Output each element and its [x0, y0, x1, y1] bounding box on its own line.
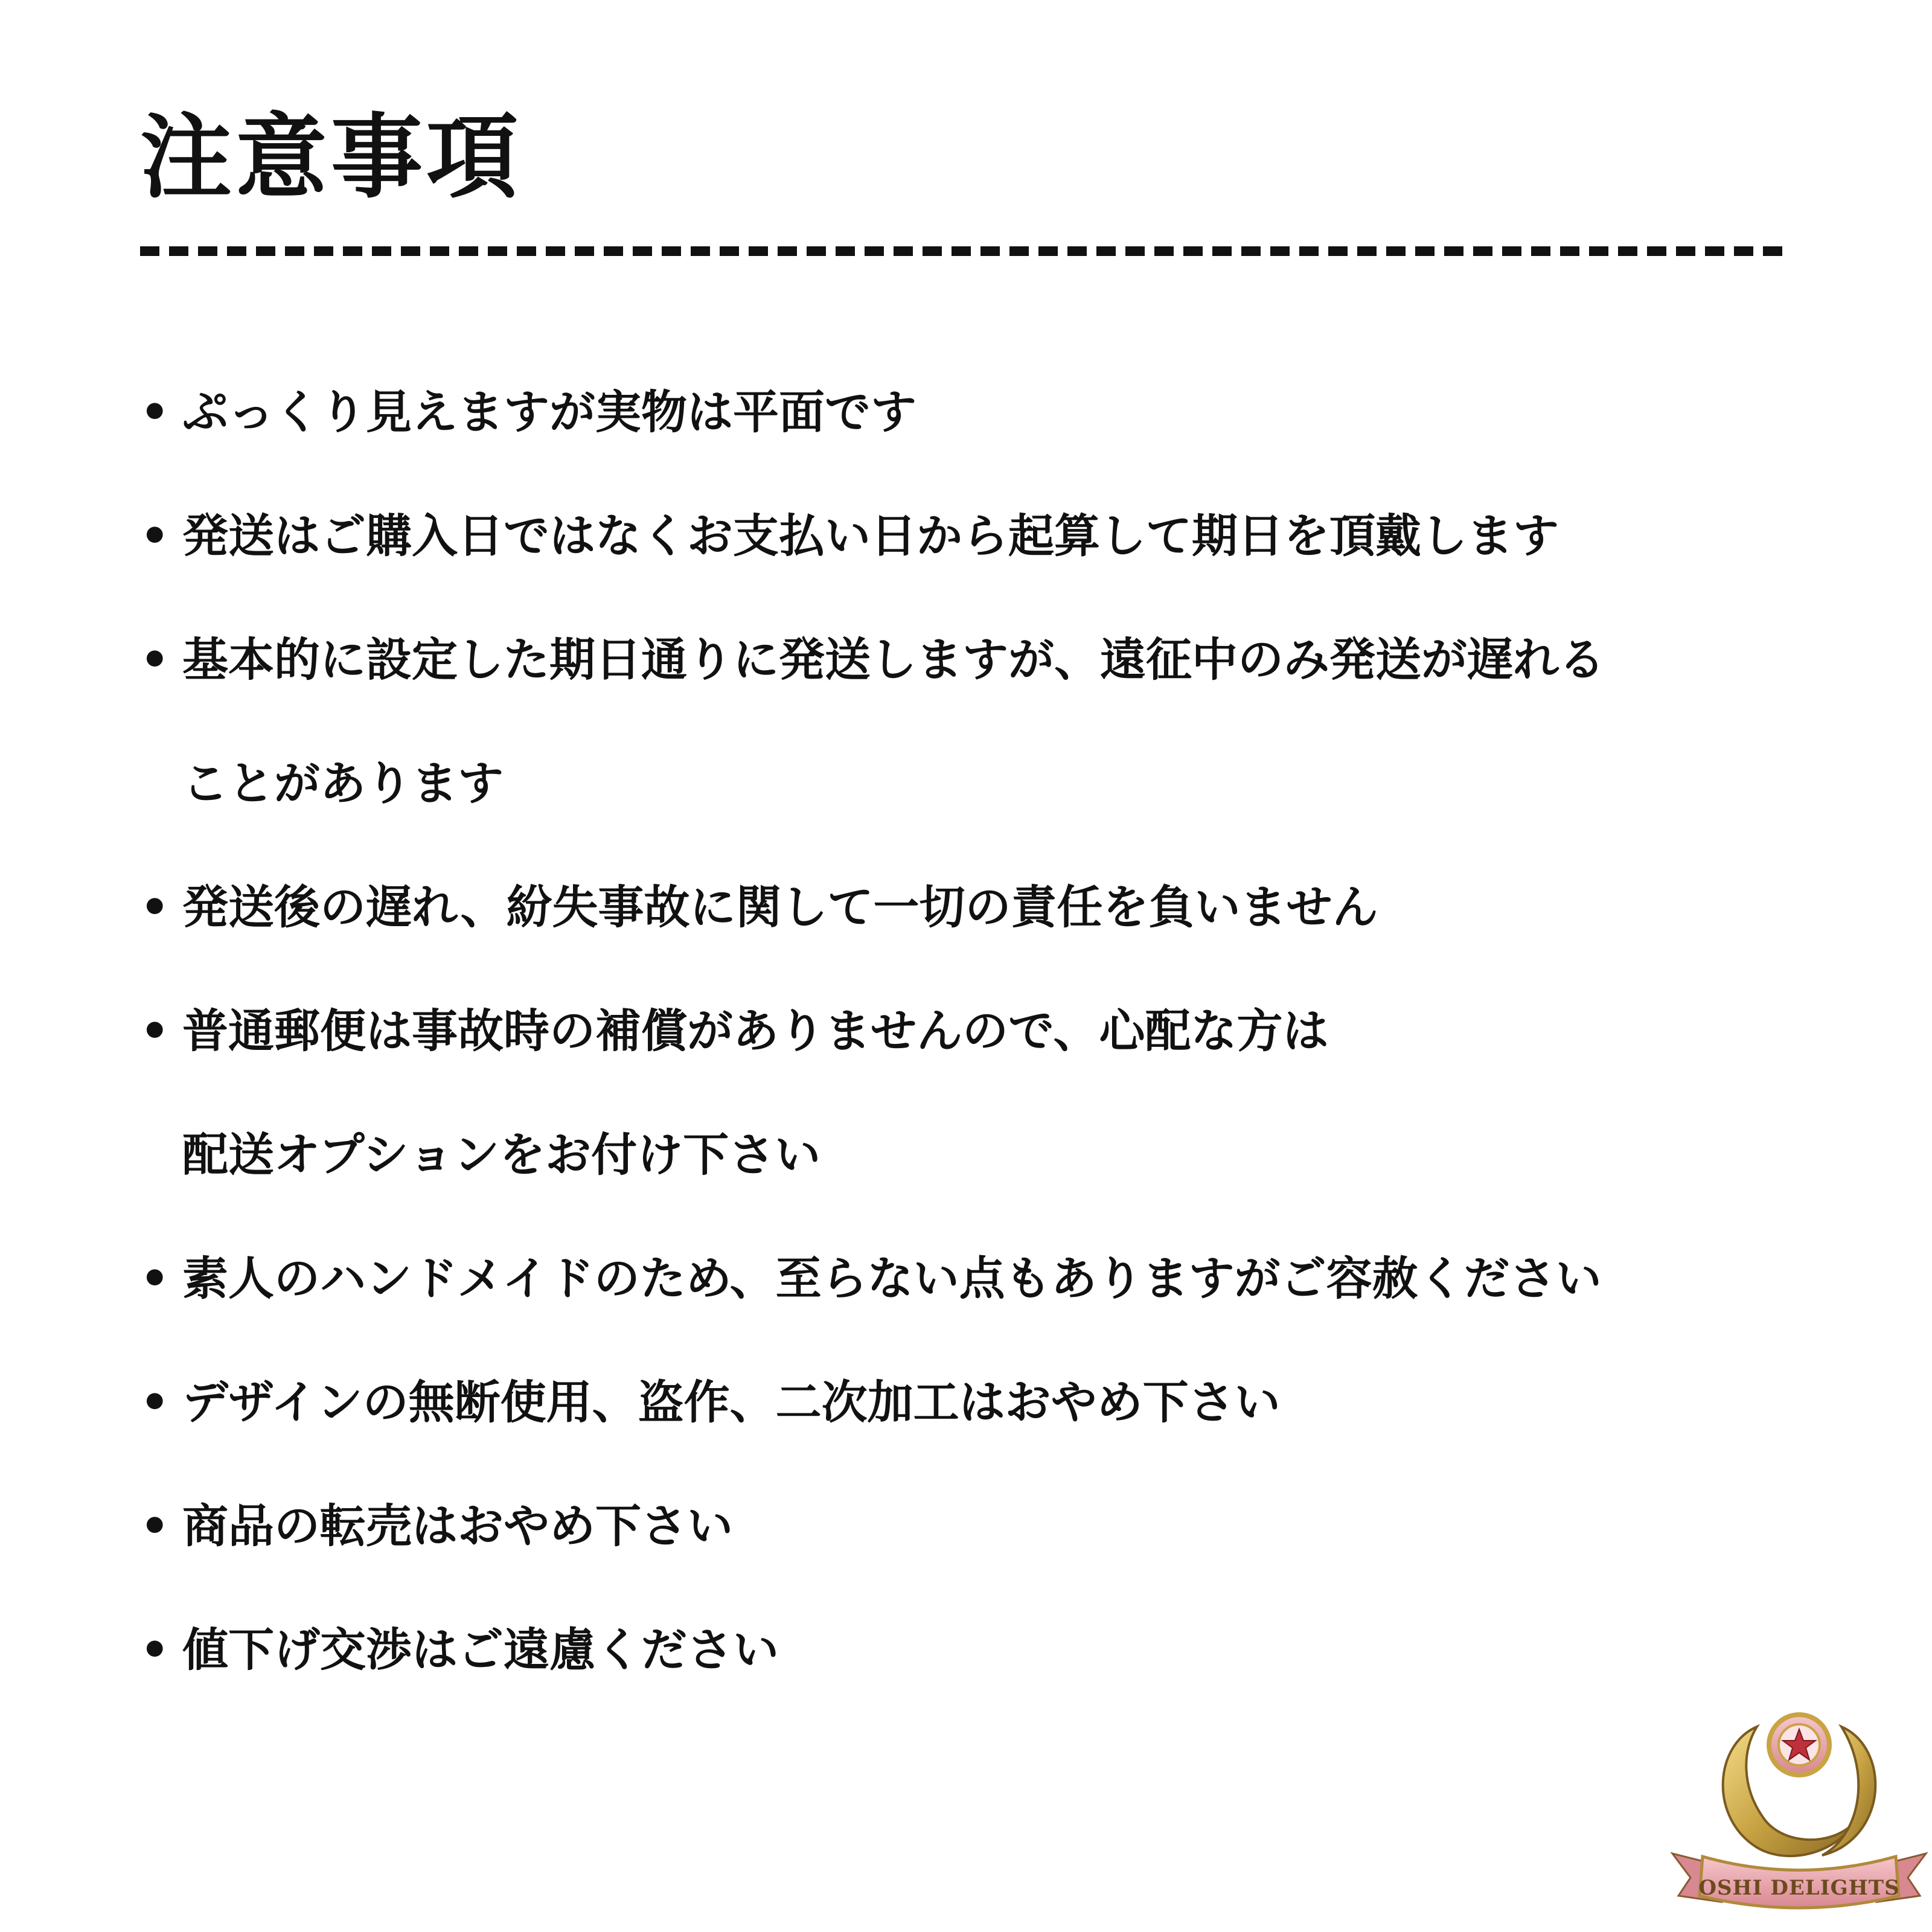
note-text: 発送後の遅れ、紛失事故に関して一切の責任を負いません	[182, 880, 1378, 934]
bullet-icon: •	[140, 1375, 170, 1429]
note-text-continued: ことがあります	[182, 756, 504, 810]
list-item	[140, 1217, 1891, 1340]
note-text: 普通郵便は事故時の補償がありませんので、心配な方は	[182, 1004, 1329, 1058]
list-item	[140, 598, 1891, 845]
bullet-icon: •	[140, 1499, 170, 1553]
page-title: 注意事項	[140, 104, 522, 211]
list-item	[140, 350, 1891, 474]
note-text: 値下げ交渉はご遠慮ください	[182, 1623, 779, 1677]
list-item	[140, 474, 1891, 598]
list-item	[140, 845, 1891, 969]
bullet-icon: •	[140, 633, 170, 686]
list-item	[140, 1464, 1891, 1588]
notes-list	[140, 350, 1891, 1712]
note-text: デザインの無断使用、盗作、二次加工はおやめ下さい	[182, 1375, 1281, 1429]
oshi-delights-logo	[1666, 1703, 1932, 1926]
note-text: 素人のハンドメイドのため、至らない点もありますがご容赦ください	[182, 1252, 1602, 1305]
dashed-divider	[140, 246, 1782, 256]
note-text: ぷっくり見えますが実物は平面です	[182, 385, 916, 439]
bullet-icon: •	[140, 880, 170, 934]
bullet-icon: •	[140, 385, 170, 439]
list-item	[140, 1588, 1891, 1712]
bullet-icon: •	[140, 1623, 170, 1677]
bullet-icon: •	[140, 1004, 170, 1058]
note-text: 商品の転売はおやめ下さい	[182, 1499, 733, 1553]
bullet-icon: •	[140, 1252, 170, 1305]
list-item	[140, 969, 1891, 1217]
logo-text: OSHI DELIGHTS	[1698, 1876, 1900, 1900]
list-item	[140, 1340, 1891, 1464]
note-text-continued: 配送オプションをお付け下さい	[182, 1128, 821, 1182]
note-text: 発送はご購入日ではなくお支払い日から起算して期日を頂戴します	[182, 509, 1559, 563]
bullet-icon: •	[140, 509, 170, 563]
note-text: 基本的に設定した期日通りに発送しますが、遠征中のみ発送が遅れる	[182, 633, 1605, 686]
